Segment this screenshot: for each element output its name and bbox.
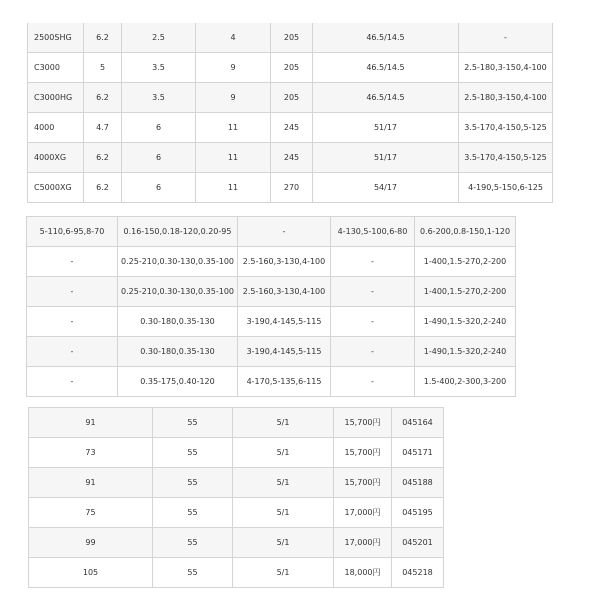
table-cell: - [27,337,118,367]
table-cell: 3.5 [122,53,196,83]
table-cell: 75 [29,498,153,528]
table-row [27,337,516,367]
table-cell: 0.35-175,0.40-120 [118,367,238,397]
table-cell: - [27,307,118,337]
table-cell: 245 [271,113,313,143]
table-cell: 4000XG [28,143,84,173]
table-cell: - [331,277,415,307]
table-cell: 6 [122,113,196,143]
table-cell: 51/17 [313,143,459,173]
table-cell: 4000 [28,113,84,143]
table-row [27,217,516,247]
table-cell: 55 [153,498,233,528]
table-cell: 15,700円 [334,468,392,498]
table-cell: 2.5-180,3-150,4-100 [459,83,553,113]
table-row [27,247,516,277]
table-cell: 045188 [392,468,444,498]
table-row [29,558,444,588]
table-cell: 91 [29,468,153,498]
table-cell: 5-110,6-95,8-70 [27,217,118,247]
table-row [29,468,444,498]
table-row [27,277,516,307]
table-cell: 205 [271,53,313,83]
table-cell: - [459,23,553,53]
table-cell: 6.2 [84,143,122,173]
table-cell: 245 [271,143,313,173]
table-row [29,438,444,468]
table-cell: 6 [122,143,196,173]
table-cell: 2.5-160,3-130,4-100 [238,247,331,277]
table-cell: 4-130,5-100,6-80 [331,217,415,247]
table-cell: 3.5-170,4-150,5-125 [459,113,553,143]
spec-table-line-capacity [26,216,516,397]
table-cell: 2.5 [122,23,196,53]
table-cell: 51/17 [313,113,459,143]
table-row [28,173,553,203]
table-cell: 045171 [392,438,444,468]
table-cell: 045195 [392,498,444,528]
table-cell: 11 [196,173,271,203]
table-row [29,408,444,438]
table-cell: 46.5/14.5 [313,53,459,83]
table-cell: 2500SHG [28,23,84,53]
table-cell: 045218 [392,558,444,588]
table-cell: 54/17 [313,173,459,203]
table-cell: 4-170,5-135,6-115 [238,367,331,397]
table-cell: 55 [153,408,233,438]
table-cell: 1-490,1.5-320,2-240 [415,337,516,367]
table-cell: 6 [122,173,196,203]
table-row [28,53,553,83]
table-cell: 5 [84,53,122,83]
table-cell: 0.25-210,0.30-130,0.35-100 [118,277,238,307]
table-cell: - [27,247,118,277]
table-cell: 5/1 [233,558,334,588]
table-cell: 045201 [392,528,444,558]
table-cell: 99 [29,528,153,558]
table-cell: 0.16-150,0.18-120,0.20-95 [118,217,238,247]
table-cell: 3-190,4-145,5-115 [238,337,331,367]
table-cell: 15,700円 [334,408,392,438]
table-cell: 46.5/14.5 [313,83,459,113]
table-cell: 73 [29,438,153,468]
table-row [28,143,553,173]
table-cell: 0.6-200,0.8-150,1-120 [415,217,516,247]
table-cell: 205 [271,23,313,53]
table-cell: 0.30-180,0.35-130 [118,337,238,367]
table-row [28,113,553,143]
table-cell: 3.5-170,4-150,5-125 [459,143,553,173]
table-cell: 0.25-210,0.30-130,0.35-100 [118,247,238,277]
table-cell: 1-400,1.5-270,2-200 [415,247,516,277]
table-cell: C3000HG [28,83,84,113]
table-row [28,23,553,53]
table-cell: 4-190,5-150,6-125 [459,173,553,203]
table-cell: 4.7 [84,113,122,143]
table-cell: 3.5 [122,83,196,113]
table-cell: 18,000円 [334,558,392,588]
table-cell: 15,700円 [334,438,392,468]
table-cell: - [27,367,118,397]
table-cell: 11 [196,143,271,173]
table-cell: 270 [271,173,313,203]
table-cell: 9 [196,83,271,113]
table-cell: 55 [153,468,233,498]
table-cell: 1.5-400,2-300,3-200 [415,367,516,397]
table-cell: 46.5/14.5 [313,23,459,53]
table-cell: 0.30-180,0.35-130 [118,307,238,337]
table-cell: 6.2 [84,173,122,203]
table-cell: 9 [196,53,271,83]
table-cell: 105 [29,558,153,588]
table-row [29,498,444,528]
table-cell: C5000XG [28,173,84,203]
spec-table-price [28,407,444,588]
table-cell: 5/1 [233,468,334,498]
table-cell: 5/1 [233,498,334,528]
table-cell: - [27,277,118,307]
table-cell: 5/1 [233,438,334,468]
table-row [28,83,553,113]
table-cell: - [238,217,331,247]
table-cell: 205 [271,83,313,113]
table-cell: 11 [196,113,271,143]
table-cell: 3-190,4-145,5-115 [238,307,331,337]
table-cell: 17,000円 [334,498,392,528]
table-cell: 2.5-180,3-150,4-100 [459,53,553,83]
table-cell: 2.5-160,3-130,4-100 [238,277,331,307]
table-cell: 91 [29,408,153,438]
table-cell: 55 [153,528,233,558]
table-cell: 5/1 [233,408,334,438]
table-cell: 4 [196,23,271,53]
spec-table-models [27,23,553,203]
table-cell: 1-490,1.5-320,2-240 [415,307,516,337]
table-row [29,528,444,558]
table-cell: C3000 [28,53,84,83]
table-cell: 55 [153,558,233,588]
table-cell: 55 [153,438,233,468]
table-row [27,367,516,397]
table-cell: - [331,247,415,277]
table-cell: - [331,337,415,367]
table-cell: 17,000円 [334,528,392,558]
table-cell: - [331,367,415,397]
table-row [27,307,516,337]
table-cell: 6.2 [84,83,122,113]
table-cell: - [331,307,415,337]
table-cell: 045164 [392,408,444,438]
table-cell: 5/1 [233,528,334,558]
table-cell: 1-400,1.5-270,2-200 [415,277,516,307]
table-cell: 6.2 [84,23,122,53]
